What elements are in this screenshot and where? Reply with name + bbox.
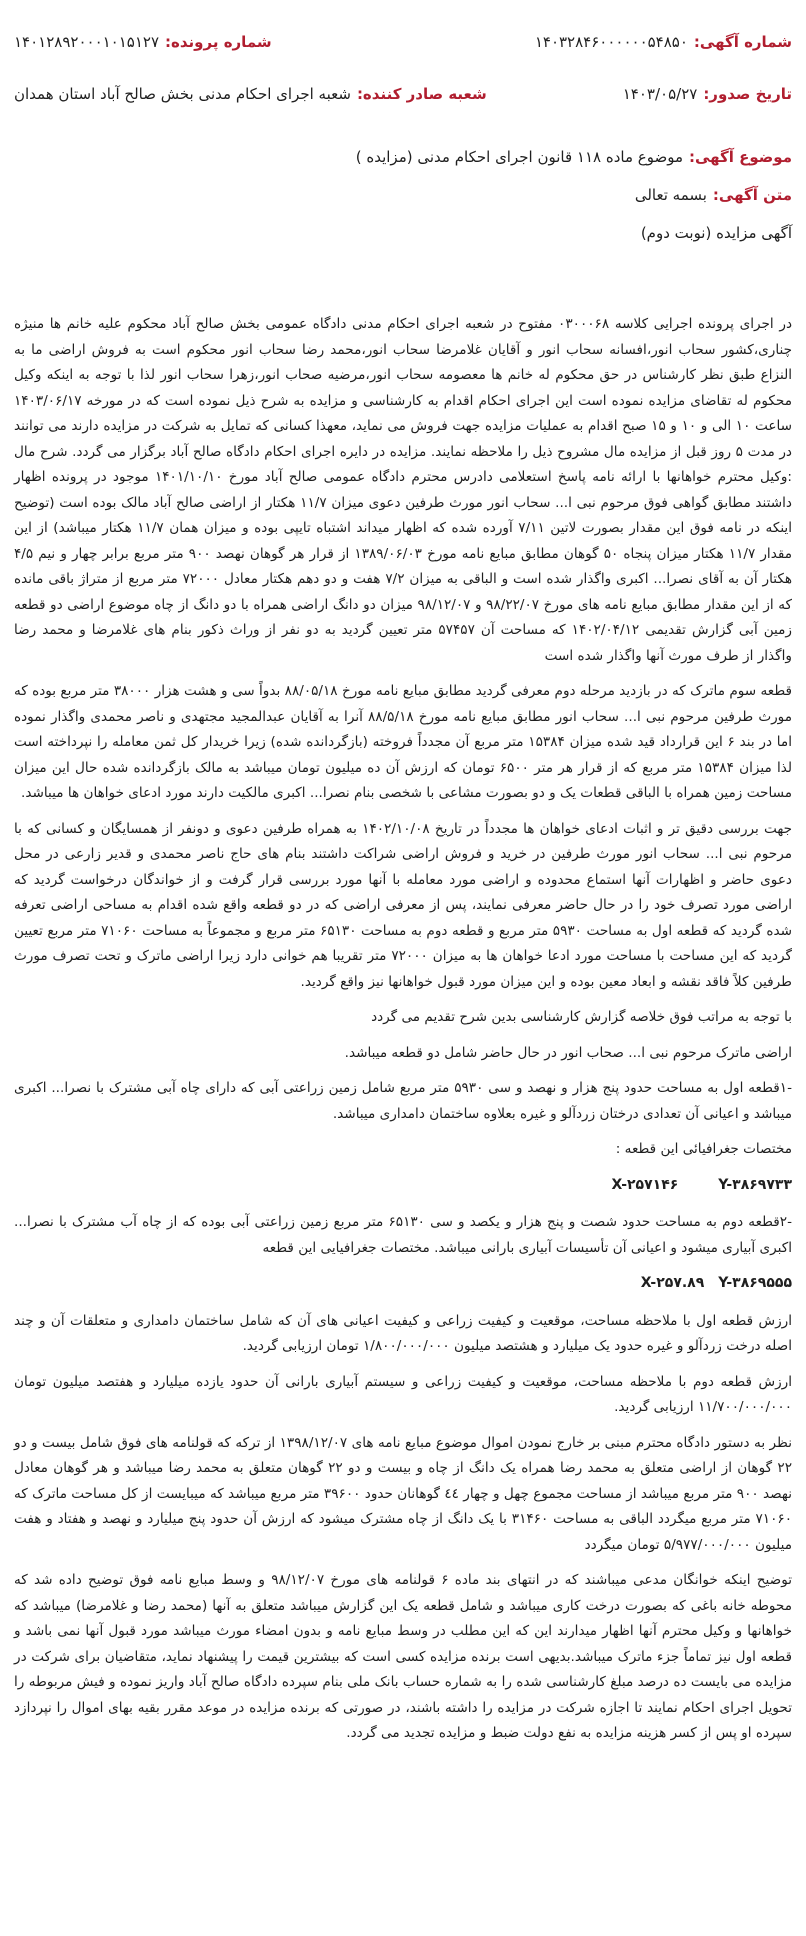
subject-line xyxy=(14,144,792,170)
header-row-2 xyxy=(14,82,792,106)
coordinates-parcel-1 xyxy=(14,1173,792,1199)
ad-title: آگهی مزایده (نوبت دوم) xyxy=(640,224,792,242)
header-row-1 xyxy=(14,30,792,54)
text-line xyxy=(14,182,792,208)
issuer-cell xyxy=(14,82,487,106)
body-paragraph-1: در اجرای پرونده اجرایی کلاسه ۰۳۰۰۰۶۸ مفتوح در شعبه اجرای احکام مدنی دادگاه عمومی بخش صالح آباد محکوم علیه خانم ها منیژه چناری،کشور سحاب انور،افسانه سحاب انور و آقایان غلامرضا سحاب انور،محمد رضا سحاب انور محکوم است به فروش اراضی ما به النزاع طبق نظر کارشناس در حق محکوم له خانم ها معصومه سحاب انور،مرضیه صحاب انور،زهرا سحاب انور لذا با توجه به اینکه وکیل محکوم له تقاضای مزایده نموده است این اجرای احکام اقدام به کارشناسی و مزایده به شرح ذیل نموده است که در مورخه ۱۴۰۳/۰۶/۱۷ ساعت ۱۰ الی و ۱۰ و ۱۵ صبح اقدام به عملیات مزایده جهت فروش می نماید، معهذا کسانی که تمایل به شرکت در مزایده دارند می توانند در مدت ۵ روز قبل از مزایده مال مشروح ذیل را ملاحظه نمایند. مزایده در دایره اجرای احکام دادگاه صالح آباد برگزار می گردد. شرح مال :وکیل محترم خواهانها با ارائه نامه پاسخ استعلامی دادرس محترم دادگاه عمومی صالح آباد مورخ ۱۴۰۱/۱۰/۱۰ موجود در پرونده اظهار داشتند مطابق گواهی فوق مرحوم نبی ا... سحاب انور مورث طرفین دعوی میزان ۱۱/۷ هکتار از اراضی صالح آباد مالک بوده است (توضیح اینکه در نامه فوق این مقدار بصورت لاتین ۷/۱۱ آورده شده که اظهار میداند اشتباه تایپی بوده و میزان همان ۱۱/۷ هکتار میباشد) از این مقدار ۱۱/۷ هکتار میزان پنجاه ۵۰ گوهان مطابق مبایع نامه مورخ ۱۳۸۹/۰۶/۰۳ از قرار هر گوهان نهصد ۹۰۰ متر مربع برابر چهار و نیم ۴/۵ هکتار آن به آقای نصرا... اکبری واگذار شده است و الباقی به میزان ۷/۲ هفت و دو دهم هکتار معادل ۷۲۰۰۰ متر مربع از متراژ باقی مانده که از این مقدار مطابق مبایع نامه های مورخ ۹۸/۲۲/۰۷ و ۹۸/۱۲/۰۷ میزان دو دانگ اراضی همراه با دو دانگ از چاه موضوع اراضی دو قطعه زمین آبی گزارش تقدیمی ۱۴۰۲/۰۴/۱۲ که مساحت آن ۵۷۴۵۷ متر تعیین گردید به دو نفر از وراث ذکور بنام های غلامرضا و محمد رضا واگذار از طرف مورث آنها واگذار شده است xyxy=(14,316,793,664)
ad-number-cell xyxy=(535,30,792,54)
issuer-label: شعبه صادر کننده: xyxy=(356,85,487,103)
body-paragraph-3: جهت بررسی دقیق تر و اثبات ادعای خواهان ها مجدداً در تاریخ ۱۴۰۲/۱۰/۰۸ به همراه طرفین دعوی و دونفر از همسایگان و کسانی که با مرحوم نبی ا... سحاب انور مورث طرفین در خرید و فروش اراضی شراکت داشتند بنام های حاج ناصر محمدی و قدیر زارعی در محل دعوی حاضر و اظهارات آنها استماع محدوده و اراضی مورد معامله با آنها مورد بررسی قرار گرفت و از خواندگان درخواست گردید که اراضی مورد تصرف خود را در حال حاضر معرفی نمایند، پس از معرفی اراضی که در دو قطعه واقع شده اقدام به مساحی اراضی تعرفه شده گردید که قطعه اول به مساحت ۵۹۳۰ متر مربع و قطعه دوم به مساحت ۶۵۱۳۰ متر مربع و مجموعاً به مساحت ۷۱۰۶۰ متر مربع تعیین گردید که این مساحت با مساحت مورد ادعا خواهان ها به میزان ۷۲۰۰۰ متر تقریبا هم خوانی دارد زیرا اراضی ماترک و تحت تصرف مورث طرفین کلاً فاقد نقشه و ابعاد معین بوده و این میزان مورد قبول خواهانها نیز واقع گردید. xyxy=(14,820,792,990)
text-intro: بسمه تعالی xyxy=(634,186,707,204)
body-paragraph-5: اراضی ماترک مرحوم نبی ا... صحاب انور در حال حاضر شامل دو قطعه میباشد. xyxy=(344,1044,792,1061)
ad-body xyxy=(14,312,792,1747)
issue-date-cell xyxy=(623,82,792,106)
issue-date-label: تاریخ صدور: xyxy=(703,85,792,103)
body-paragraph-12: توضیح اینکه خوانگان مدعی میباشند که در انتهای بند ماده ۶ قولنامه های مورخ ۹۸/۱۲/۰۷ و وسط مبایع نامه فوق توضیح داده شد که محوطه خانه باغی که بصورت درخت کاری میباشد و شامل قطعه یک این گزارش میباشد متعلق به آنها (محمد رضا و غلامرضا) میباشد که خواهانها و وکیل محترم آنها اظهار میدارند این که این مطلب در وسط مبایع نامه و بدون امضاء مورث میباشد مورد قبول آنها نمی باشد و قطعه اول نیز تماماً جزء ماترک میباشد.بدیهی است برنده مزایده کسی است که بیشترین قیمت را پیشنهاد نماید، متقاضیان برای شرکت در مزایده می بایست ده درصد مبلغ کارشناسی شده را به شماره حساب بانک ملی بنام سپرده دادگاه صالح آباد واریز نموده و فیش مربوطه را تحویل اجرای احکام نمایند تا اجازه شرکت در مزایده را داشته باشند، در صورتی که برنده مزایده در موعد مقرر بقیه بهای اموال را نپردازد سپرده او پس از کسر هزینه مزایده به نفع دولت ضبط و مزایده تجدید می گردد. xyxy=(14,1572,792,1741)
coordinate-x-1: X-۲۵۷۱۴۶ xyxy=(611,1176,679,1193)
issue-date: ۱۴۰۳/۰۵/۲۷ xyxy=(622,85,698,103)
ad-number: ۱۴۰۳۲۸۴۶۰۰۰۰۰۰۵۴۸۵۰ xyxy=(534,33,688,51)
case-number-cell xyxy=(14,30,272,54)
coordinate-x-2: X-۲۵۷.۸۹ xyxy=(640,1275,705,1291)
case-number-label: شماره پرونده: xyxy=(165,33,272,51)
coordinate-y-1: Y-۳۸۶۹۷۳۳ xyxy=(718,1176,792,1193)
body-paragraph-2: قطعه سوم ماترک که در بازدید مرحله دوم معرفی گردید مطابق مبایع نامه مورخ ۸۸/۰۵/۱۸ بدواً سی و هشت هزار ۳۸۰۰۰ متر مربع بوده که مورث طرفین مرحوم نبی ا... سحاب انور مطابق مبایع نامه مورخ ۸۸/۵/۱۸ آنرا به آقایان عبدالمجید مجتهدی و ناصر محمدی واگذار نموده اما در بند ۶ این قرارداد قید شده میزان ۱۵۳۸۴ متر مربع آن مجدداً فروخته (بازگردانده شده) زیرا خریدار کل ثمن معامله را نپرداخته است لذا میزان ۱۵۳۸۴ متر مربع که از قرار هر متر ۶۵۰۰ تومان که ارزش آن ده میلیون تومان میباشد به مالک بازگردانده شده حال این میزان مساحت زمین همراه با الباقی قطعات یک و دو بصورت مشاعی با شخصی بنام نصرا... اکبری مالکیت دارند مورد ادعای خواهان ها میباشد. xyxy=(14,683,793,801)
subject-label: موضوع آگهی: xyxy=(688,148,792,166)
coordinates-parcel-2 xyxy=(14,1271,792,1297)
body-paragraph-11: نظر به دستور دادگاه محترم مبنی بر خارج نمودن اموال موضوع مبایع نامه های ۱۳۹۸/۱۲/۰۷ از ترکه که قولنامه های فوق شامل بیست و دو ۲۲ گوهان از اراضی متعلق به محمد رضا همراه یک دانگ از چاه و بیست و دو ۲۲ گوهان متعلق به محمد رضا میباشد و هر گوهان معادل نهصد ۹۰۰ متر مربع میباشد از مساحت مجموع چهل و چهار ٤٤ گوهانان حدود ۳۹۶۰۰ متر مربع میباشد که میبایست از کل مساحت ماترک که ۷۱۰۶۰ متر مربع میگردد الباقی به مساحت ۳۱۴۶۰ با یک دانگ از چاه مشترک میشود که ارزش آن حدود پنج میلیارد و نهصد و هفتاد و هفت میلیون ۵/۹۷۷/۰۰۰/۰۰۰ تومان میگردد xyxy=(14,1434,792,1553)
body-paragraph-9: ارزش قطعه اول با ملاحظه مساحت، موقعیت و کیفیت زراعی و کیفیت اعیانی های آن که شامل ساختمان دامداری و متعلقات آن و چند اصله درخت زردآلو و غیره حدود یک میلیارد و هشتصد میلیون ۱/۸۰۰/۰۰۰/۰۰۰ تومان ارزیابی گردید. xyxy=(14,1312,792,1354)
body-paragraph-7: مختصات جغرافیائی این قطعه : xyxy=(615,1141,792,1157)
ad-meta xyxy=(14,144,792,246)
body-paragraph-10: ارزش قطعه دوم با ملاحظه مساحت، موقعیت و کیفیت زراعی و سیستم آبیاری بارانی آن حدود یازده میلیارد و هفتصد میلیون تومان ۱۱/۷۰۰/۰۰۰/۰۰۰ ارزیابی گردید. xyxy=(14,1373,792,1415)
body-paragraph-8: -۲قطعه دوم به مساحت حدود شصت و پنج هزار و یکصد و سی ۶۵۱۳۰ متر مربع زمین زراعتی آبی بوده که از چاه آب مشترک با نصرا... اکبری آبیاری میشود و اعیانی آن تأسیسات آبیاری بارانی میباشد. مختصات جغرافیایی این قطعه xyxy=(14,1214,792,1256)
body-paragraph-6: -۱قطعه اول به مساحت حدود پنج هزار و نهصد و سی ۵۹۳۰ متر مربع شامل زمین زراعتی آبی که دارای چاه آبی مشترک با نصرا... اکبری میباشد و اعیانی آن تعدادی درختان زردآلو و غیره بعلاوه ساختمان دامداری میباشد. xyxy=(14,1080,792,1122)
coordinate-y-2: Y-۳۸۶۹۵۵۵ xyxy=(718,1275,792,1291)
subject: موضوع ماده ۱۱۸ قانون اجرای احکام مدنی (مزایده ) xyxy=(355,148,683,166)
ad-number-label: شماره آگهی: xyxy=(693,33,792,51)
issuer: شعبه اجرای احکام مدنی بخش صالح آباد استان همدان xyxy=(14,85,351,103)
case-number: ۱۴۰۱۲۸۹۲۰۰۰۱۰۱۵۱۲۷ xyxy=(14,33,160,51)
text-label: متن آگهی: xyxy=(712,186,792,204)
body-paragraph-4: با توجه به مراتب فوق خلاصه گزارش کارشناسی بدین شرح تقدیم می گردد xyxy=(371,1009,792,1025)
